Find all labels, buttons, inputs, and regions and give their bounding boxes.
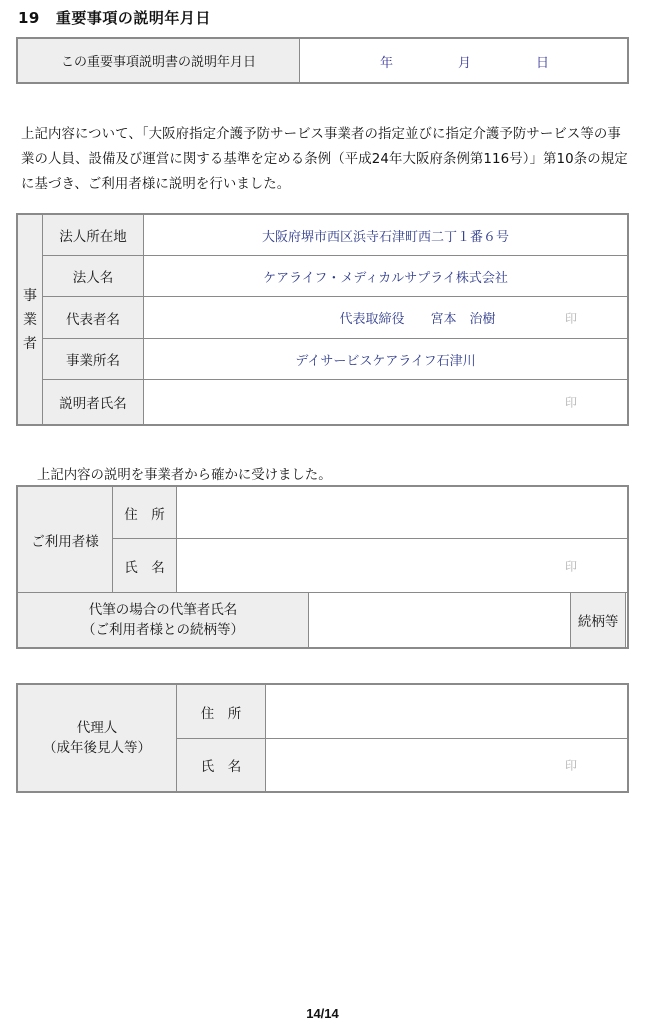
agent-name-field[interactable] <box>266 739 628 792</box>
user-label: ご利用者様 <box>18 487 113 593</box>
relation-field[interactable] <box>626 593 628 648</box>
office-name-label: 事業所名 <box>43 339 144 380</box>
relation-label: 続柄等 <box>571 593 626 648</box>
explanation-date-table <box>17 38 628 83</box>
corporate-name-value: ケアライフ・メディカルサプライ株式会社 <box>144 256 628 297</box>
section-title: 重要事項の説明年月日 <box>55 9 211 27</box>
agent-address-label: 住 所 <box>177 685 266 739</box>
office-name-value: デイサービスケアライフ石津川 <box>144 339 628 380</box>
business-info-table <box>17 214 628 425</box>
agent-name-label: 氏 名 <box>177 739 266 792</box>
day-unit: 日 <box>536 56 550 71</box>
agent-seal: 印 <box>564 758 577 773</box>
representative-seal: 印 <box>564 311 577 325</box>
month-unit: 月 <box>458 56 472 71</box>
page-number: 14/14 <box>306 1006 339 1021</box>
date-field[interactable] <box>300 39 628 83</box>
user-name-label: 氏 名 <box>113 539 177 593</box>
business-side-label: 事 業 者 <box>18 215 43 425</box>
agent-label: 代理人 （成年後見人等） <box>18 685 177 792</box>
year-unit: 年 <box>380 56 394 71</box>
user-seal: 印 <box>564 559 577 573</box>
corporate-name-label: 法人名 <box>43 256 144 297</box>
agent-address-field[interactable] <box>266 685 628 739</box>
user-name-field[interactable] <box>177 539 628 593</box>
user-address-label: 住 所 <box>113 487 177 539</box>
representative-value: 代表取締役 宮本 治樹 <box>339 312 496 327</box>
confirmation-text: 上記内容の説明を事業者から確かに受けました。 <box>37 468 332 483</box>
explanation-paragraph: 上記内容について、「大阪府指定介護予防サービス事業者の指定並びに指定介護予防サービス等の事業の人員、設備及び運営に関する基準を定める条例（平成24年大阪府条例第116号）」第10条の規定に基づき、ご利用者様に説明を行いました。 <box>21 127 628 192</box>
explainer-name-field[interactable] <box>144 380 628 425</box>
date-label: この重要事項説明書の説明年月日 <box>18 39 300 83</box>
proxy-writer-label: 代筆の場合の代筆者氏名 （ご利用者様との続柄等） <box>18 593 309 648</box>
corporate-address-value: 大阪府堺市西区浜寺石津町西二丁１番６号 <box>144 215 628 256</box>
representative-label: 代表者名 <box>43 297 144 339</box>
explainer-name-label: 説明者氏名 <box>43 380 144 425</box>
user-address-field[interactable] <box>177 487 628 539</box>
proxy-writer-field[interactable] <box>309 593 571 648</box>
explainer-seal: 印 <box>564 395 577 410</box>
section-heading <box>18 7 211 28</box>
section-number: 19 <box>18 9 40 27</box>
user-signature-table <box>17 486 628 648</box>
representative-cell <box>144 297 628 339</box>
corporate-address-label: 法人所在地 <box>43 215 144 256</box>
agent-signature-table <box>17 684 628 792</box>
